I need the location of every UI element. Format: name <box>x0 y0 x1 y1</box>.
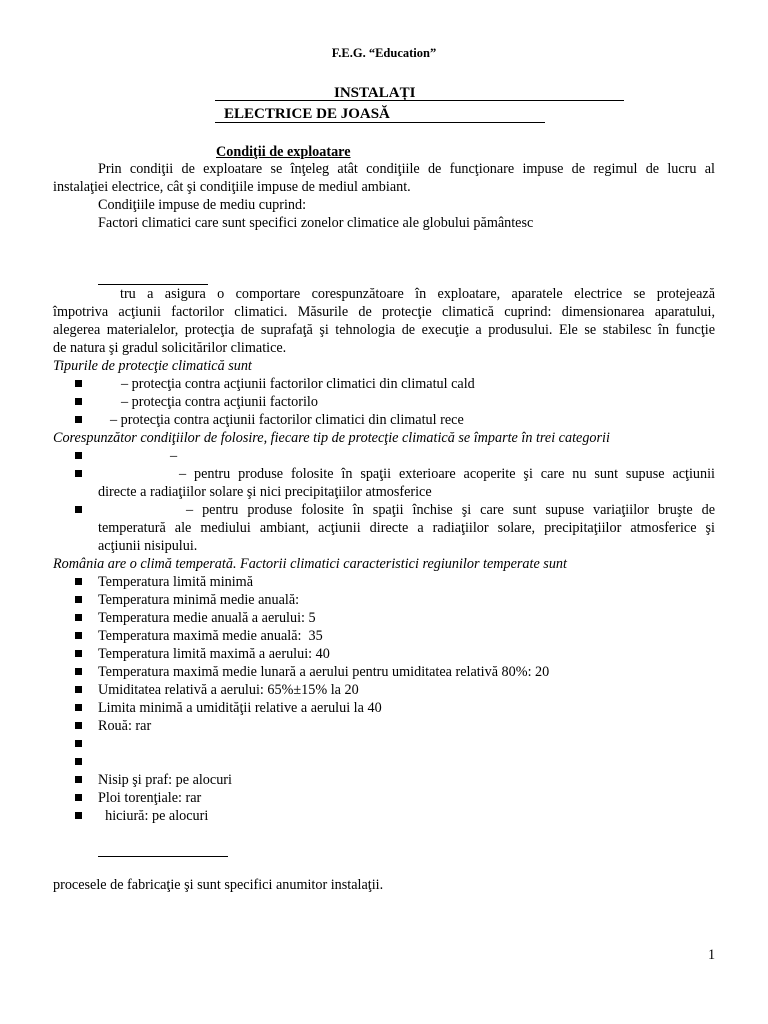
document-header: F.E.G. “Education” <box>331 46 437 60</box>
bullet-icon <box>75 668 82 675</box>
intro-line-4: Factori climatici care sunt specifici zonelor climatice ale globului pământesc <box>98 215 534 231</box>
bullet-icon <box>75 776 82 783</box>
climate-factor-item: Temperatura maximă medie lunară a aerului pentru umiditatea relativă 80%: 20 <box>98 664 550 680</box>
bullet-icon <box>75 578 82 585</box>
climate-factor-item: Rouă: rar <box>98 718 152 734</box>
intro-line-1: Prin condiţii de exploatare se înţeleg atât condiţiile de funcţionare impuse de regimul de lucru al <box>98 161 715 177</box>
protection-type-item: – protecţia contra acţiunii factorilor climatici din climatul rece <box>110 412 464 428</box>
bullet-icon <box>75 416 82 423</box>
bullet-icon <box>75 614 82 621</box>
category-item-3-line-3: acţiunii nisipului. <box>98 538 198 554</box>
bullet-icon <box>75 398 82 405</box>
title-underline-1 <box>215 100 624 101</box>
title-underline-2 <box>215 122 545 123</box>
climate-factor-item: hiciură: pe alocuri <box>98 808 209 824</box>
bullet-icon <box>75 632 82 639</box>
measures-line-2: împotriva acţiunii factorilor climatici. Măsurile de protecţie climatică cuprind: dimensionarea aparatului, <box>53 304 715 320</box>
closing-text: procesele de fabricaţie şi sunt specifici anumitor instalaţii. <box>53 877 384 893</box>
bullet-icon <box>75 704 82 711</box>
protection-types-heading: Tipurile de protecţie climatică sunt <box>53 358 252 374</box>
climate-factor-item: Nisip şi praf: pe alocuri <box>98 772 232 788</box>
climate-factor-item: Limita minimă a umidităţii relative a aerului la 40 <box>98 700 382 716</box>
category-item-3-line-1: – pentru produse folosite în spaţii închise şi care sunt supuse variaţiilor bruşte de <box>186 502 715 518</box>
bullet-icon <box>75 794 82 801</box>
climate-factor-item: Temperatura medie anuală a aerului: 5 <box>98 610 316 626</box>
bullet-icon <box>75 452 82 459</box>
climate-factor-item: Temperatura limită minimă <box>98 574 254 590</box>
climate-factor-item: Umiditatea relativă a aerului: 65%±15% la 20 <box>98 682 359 698</box>
bullet-icon <box>75 506 82 513</box>
categories-heading: Corespunzător condiţiilor de folosire, fiecare tip de protecţie climatică se împarte în trei categorii <box>53 430 610 446</box>
measures-line-4: de natura şi gradul solicitărilor climatice. <box>53 340 287 356</box>
title-line-2: ELECTRICE DE JOASĂ <box>224 106 390 122</box>
category-item-3-line-2: temperatură ale mediului ambiant, acţiunii directe a radiaţiilor solare, precipitaţiilor atmosferice şi <box>98 520 715 536</box>
intro-line-3: Condiţiile impuse de mediu cuprind: <box>98 197 307 213</box>
measures-line-1: tru a asigura o comportare corespunzătoare în exploatare, aparatele electrice se protejează <box>120 286 715 302</box>
page-number: 1 <box>708 947 716 963</box>
climate-factor-item: Temperatura limită maximă a aerului: 40 <box>98 646 330 662</box>
protection-type-item: – protecţia contra acţiunii factorilo <box>121 394 318 410</box>
blank-underline-2 <box>98 856 228 857</box>
bullet-icon <box>75 380 82 387</box>
climate-factor-item: Temperatura maximă medie anuală: 35 <box>98 628 323 644</box>
bullet-icon <box>75 722 82 729</box>
climate-factor-item: Temperatura minimă medie anuală: <box>98 592 300 608</box>
bullet-icon <box>75 650 82 657</box>
category-item-2-line-1: – pentru produse folosite în spaţii exterioare acoperite şi care nu sunt supuse acţiunii <box>179 466 715 482</box>
title-line-1: INSTALAȚI <box>334 85 416 101</box>
bullet-icon <box>75 470 82 477</box>
category-item-1: – <box>170 448 178 464</box>
bullet-icon <box>75 596 82 603</box>
section-heading: Condiţii de exploatare <box>216 144 351 160</box>
bullet-icon <box>75 758 82 765</box>
climate-factor-item: Ploi torenţiale: rar <box>98 790 202 806</box>
romania-heading: România are o climă temperată. Factorii climatici caracteristici regiunilor temperate sunt <box>53 556 567 572</box>
protection-type-item: – protecţia contra acţiunii factorilor climatici din climatul cald <box>121 376 475 392</box>
bullet-icon <box>75 812 82 819</box>
bullet-icon <box>75 740 82 747</box>
measures-line-3: alegerea materialelor, protecţia de suprafaţă şi tehnologia de execuţie a produsului. Ele se stabilesc în funcţie <box>53 322 715 338</box>
intro-line-2: instalaţiei electrice, cât şi condiţiile impuse de mediul ambiant. <box>53 179 411 195</box>
category-item-2-line-2: directe a radiaţiilor solare şi nici precipitaţiilor atmosferice <box>98 484 432 500</box>
bullet-icon <box>75 686 82 693</box>
